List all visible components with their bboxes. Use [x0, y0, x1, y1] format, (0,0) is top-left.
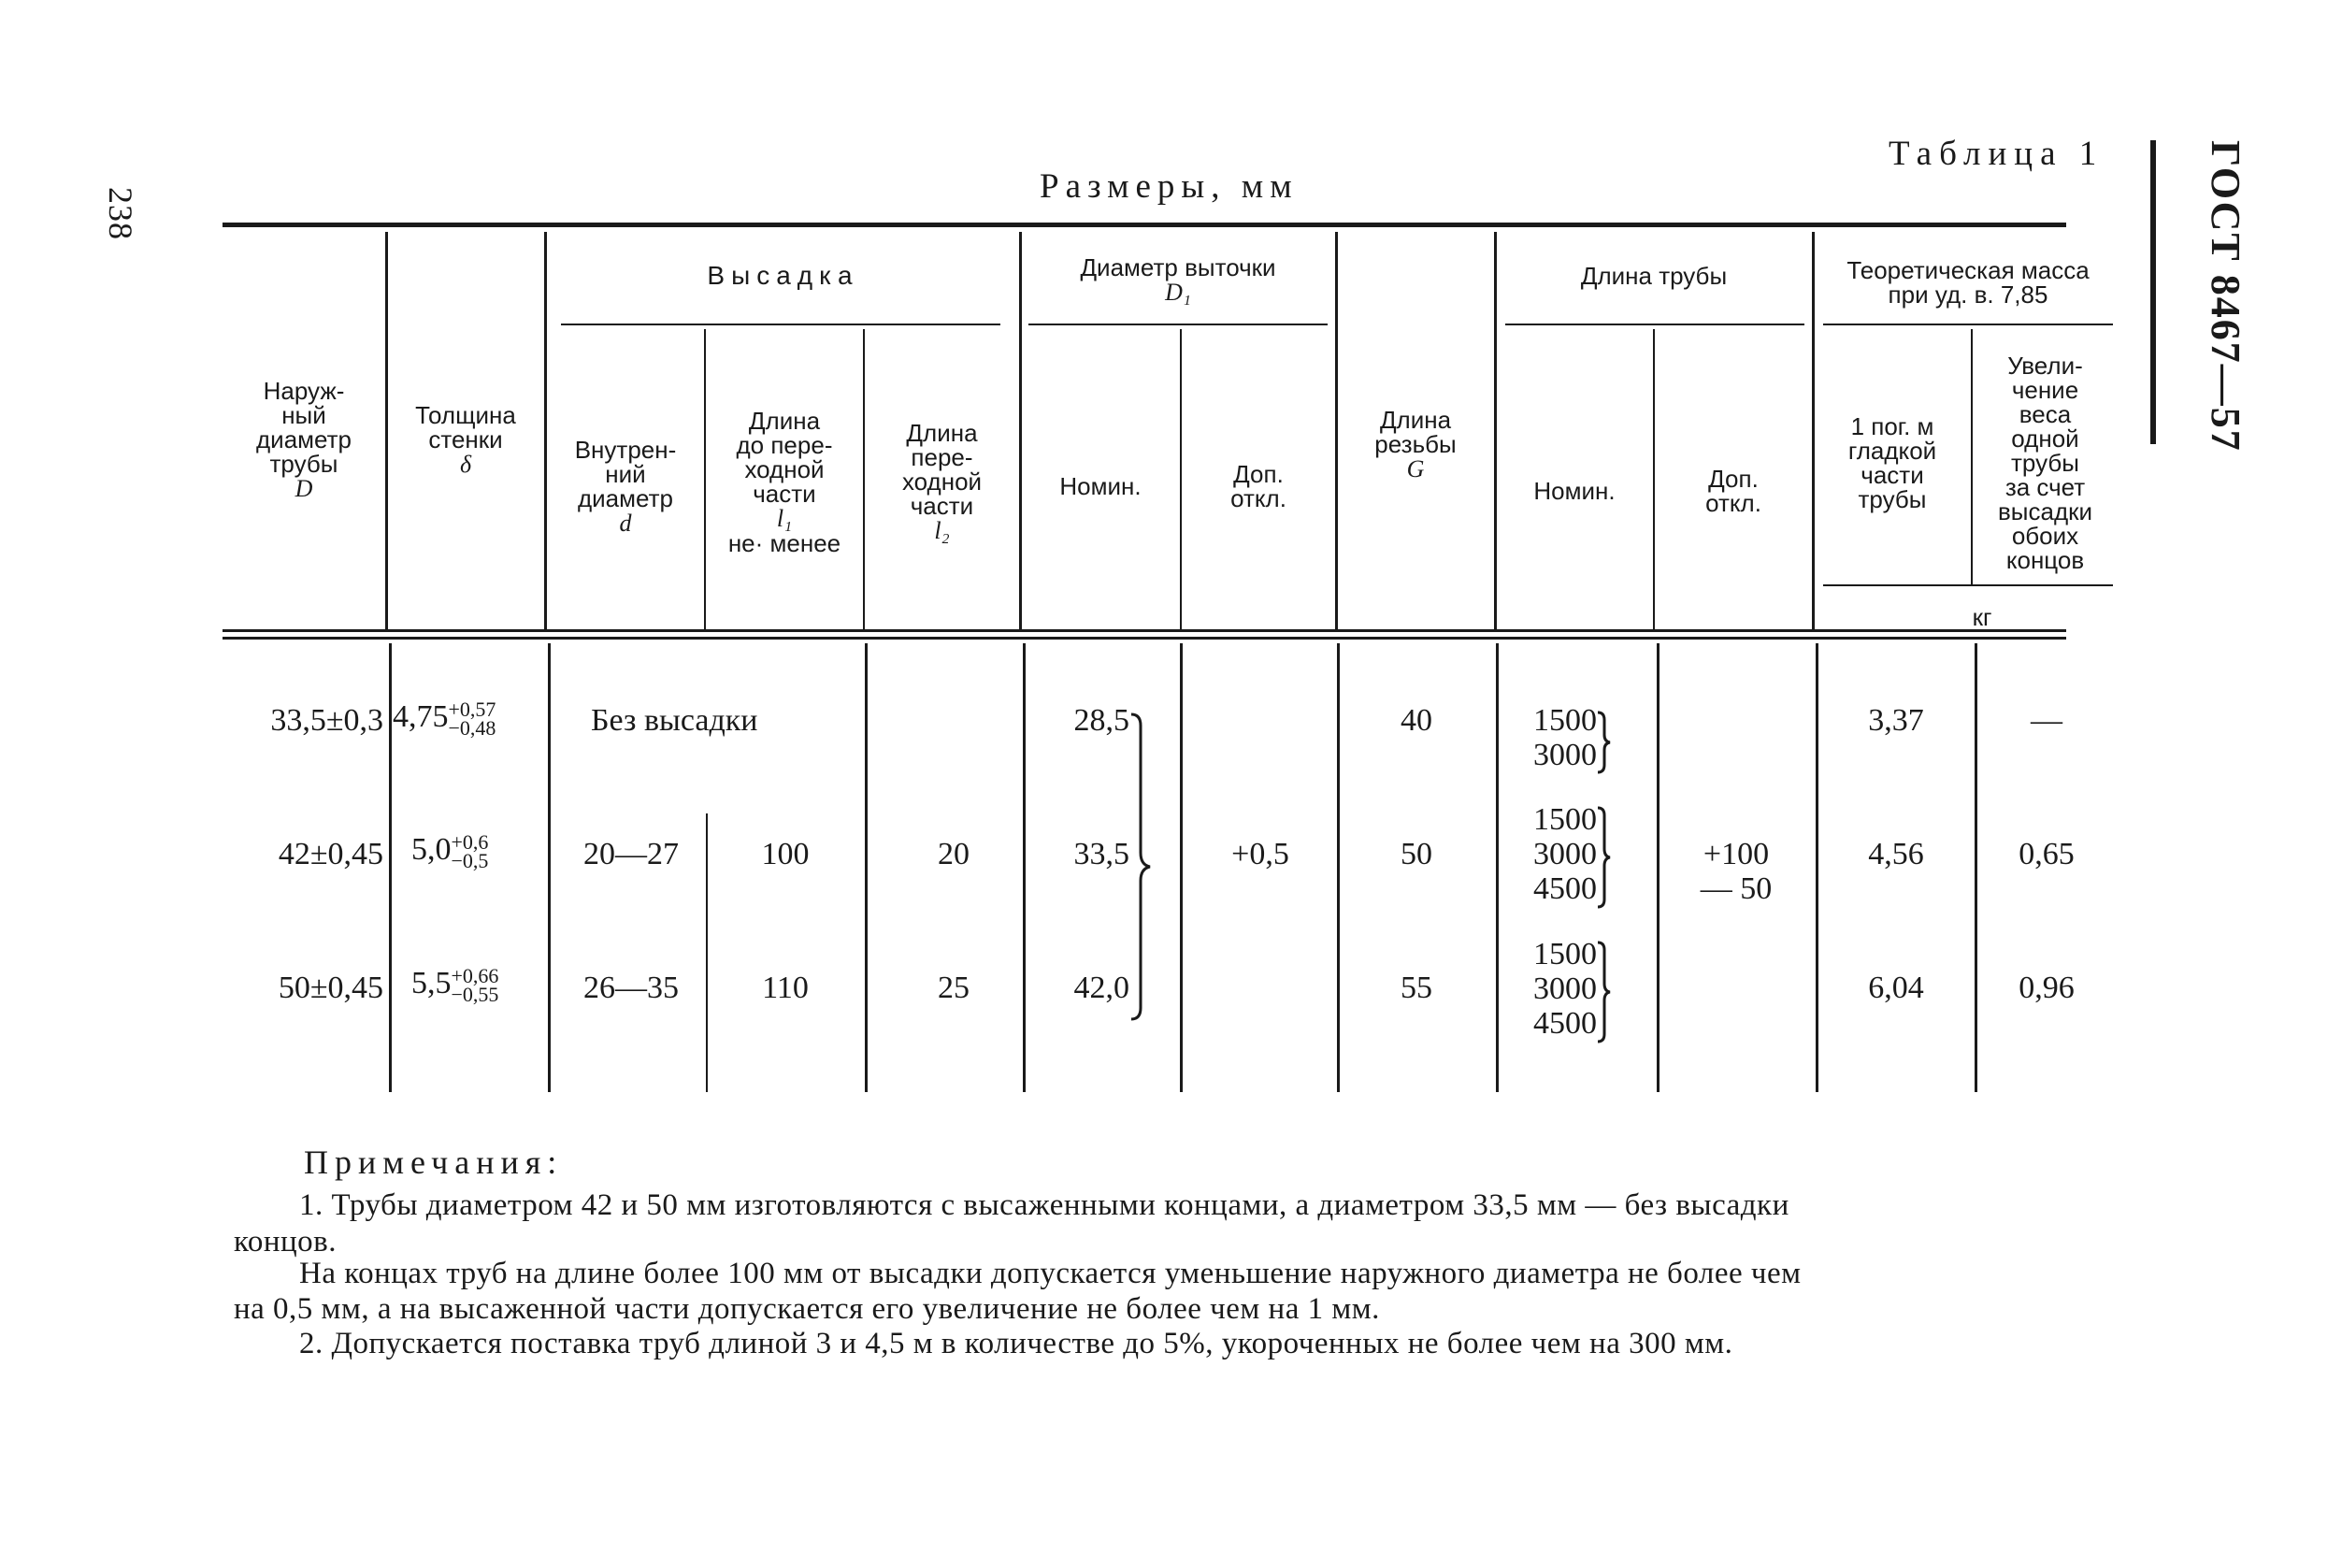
row1-mass-increase: — [2031, 703, 2062, 738]
row2-length-2: 3000 [1533, 837, 1597, 871]
note-1-line-1: 1. Трубы диаметром 42 и 50 мм изготовляются с высаженными концами, а диаметром 33,5 мм — без высадки [299, 1188, 1789, 1222]
page-number: 238 [102, 187, 139, 240]
row3-mass-increase: 0,96 [2019, 971, 2075, 1005]
upset-subrule [561, 324, 1000, 325]
col-header-upset-length-to: Длина до пере- ходной части l₁ не· менее [727, 406, 841, 557]
row2-mass-increase: 0,65 [2019, 837, 2075, 871]
row1-length-brace [1595, 711, 1614, 774]
col-header-length-nom: Номин. [1533, 477, 1616, 505]
row2-upset-inner: 20—27 [583, 837, 679, 871]
row2-upset-len-to: 100 [761, 837, 810, 871]
row3-bore-nom: 42,0 [1073, 971, 1129, 1005]
row3-wall: 5,5+0,66 −0,55 [411, 964, 499, 1007]
row1-length-1: 1500 [1533, 703, 1597, 738]
header-bottom-rule-1 [223, 629, 2066, 632]
row2-length-brace [1595, 806, 1614, 909]
row3-thread: 55 [1401, 971, 1432, 1005]
col-header-mass-per-m: 1 пог. м гладкой части трубы [1847, 412, 1937, 513]
row3-length-1: 1500 [1533, 937, 1597, 971]
row3-mass-per-m: 6,04 [1868, 971, 1924, 1005]
row2-wall: 5,0+0,6 −0,5 [411, 830, 489, 873]
note-2: 2. Допускается поставка труб длиной 3 и 4,5 м в количестве до 5%, укороченных не более чем на 300 мм. [299, 1327, 1733, 1360]
row3-upset-inner: 26—35 [583, 971, 679, 1005]
col-header-wall: Толщина стенки δ [415, 400, 516, 478]
row3-length-2: 3000 [1533, 971, 1597, 1006]
row1-length-2: 3000 [1533, 738, 1597, 772]
standard-code: ГОСТ 8467—57 [2203, 140, 2249, 453]
header-bottom-rule-2 [223, 637, 2066, 640]
row2-mass-per-m: 4,56 [1868, 837, 1924, 871]
mass-subrule [1823, 324, 2113, 325]
row1-outer-diameter: 33,5±0,3 [270, 703, 383, 738]
length-subrule [1505, 324, 1804, 325]
row3-upset-len-trans: 25 [938, 971, 970, 1005]
row2-outer-diameter: 42±0,45 [278, 837, 383, 871]
note-1-line-2: концов. [234, 1225, 338, 1259]
col-header-mass-increase: Увели- чение веса одной трубы за счет высадки обоих концов [1997, 352, 2093, 574]
row3-length-3: 4500 [1533, 1006, 1597, 1041]
row1-bore-nom: 28,5 [1073, 703, 1129, 738]
row2-bore-nom: 33,5 [1073, 837, 1129, 871]
row3-upset-len-to: 110 [762, 971, 809, 1005]
row2-length-3: 4500 [1533, 871, 1597, 906]
body-vline [706, 813, 708, 1092]
col-header-pipe-length: Длина трубы [1580, 262, 1728, 290]
body-vline [1180, 643, 1183, 1092]
row1-mass-per-m: 3,37 [1868, 703, 1924, 738]
col-header-bore-tol: Доп. откл. [1230, 460, 1286, 512]
note-1-line-3: На концах труб на длине более 100 мм от высадки допускается уменьшение наружного диаметра не более чем [299, 1257, 1802, 1290]
mass-unit-subrule [1823, 584, 2113, 586]
col-header-mass: Теоретическая масса при уд. в. 7,85 [1846, 256, 2090, 309]
row2-thread: 50 [1401, 837, 1432, 871]
col-header-bore: Диаметр выточки D₁ [1080, 252, 1276, 306]
row3-outer-diameter: 50±0,45 [278, 971, 383, 1005]
bore-brace [1128, 712, 1156, 1021]
row3-length-brace [1595, 941, 1614, 1043]
standard-rule [2150, 140, 2156, 444]
col-header-upset-inner: Внутрен- ний диаметр d [574, 435, 677, 537]
length-tolerance-minus: — 50 [1700, 871, 1773, 906]
table-label: Таблица 1 [1889, 135, 2105, 173]
row1-upset-text: Без высадки [591, 703, 758, 738]
row1-thread: 40 [1401, 703, 1432, 738]
bore-tolerance: +0,5 [1231, 837, 1289, 871]
col-header-thread: Длина резьбы G [1374, 405, 1457, 482]
row2-length-1: 1500 [1533, 802, 1597, 837]
row1-wall: 4,75+0,57 −0,48 [393, 698, 496, 741]
row2-upset-len-trans: 20 [938, 837, 970, 871]
table-top-rule [223, 223, 2066, 227]
table-caption: Размеры, мм [1040, 167, 1299, 206]
bore-subrule [1028, 324, 1328, 325]
col-header-upset-length-trans: Длина пере- ходной части l₂ [901, 418, 983, 544]
body-vline [389, 643, 392, 1092]
note-1-line-4: на 0,5 мм, а на высаженной части допускается его увеличение не более чем на 1 мм. [234, 1292, 1380, 1326]
col-header-outer-diameter: Наруж- ный диаметр трубы D [256, 376, 352, 502]
col-header-bore-nom: Номин. [1059, 472, 1142, 500]
notes-title: Примечания: [304, 1144, 564, 1181]
col-header-unit-kg: кг [1972, 603, 1992, 631]
col-header-upset: Высадка [707, 261, 859, 290]
length-tolerance-plus: +100 [1703, 837, 1770, 871]
col-header-length-tol: Доп. откл. [1705, 465, 1761, 517]
